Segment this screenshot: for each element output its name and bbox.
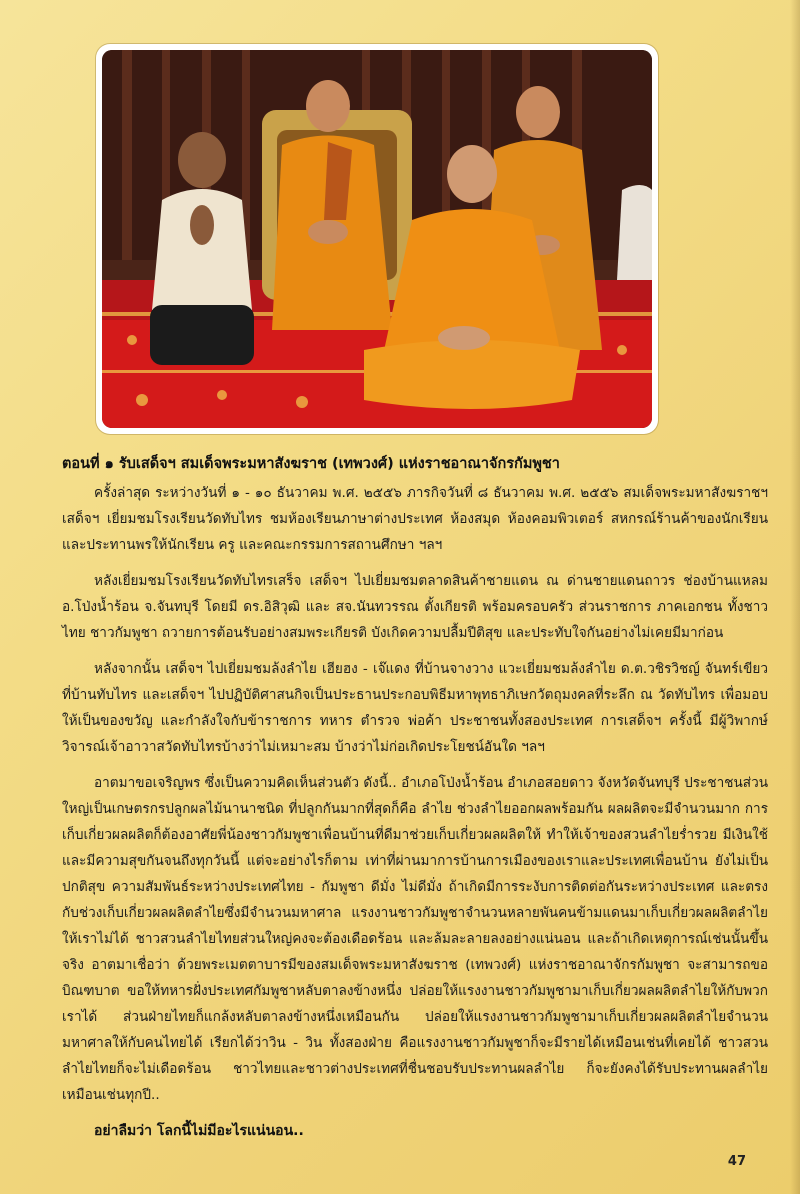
paragraph-3: หลังจากนั้น เสด็จฯ ไปเยี่ยมชมล้งลำไย เฮียฮง - เจ๊แดง ที่บ้านจางวาง แวะเยี่ยมชมล้งลำไย ด.ต.วชิรวิชญ์ จันทร์เขียว ที่บ้านทับไทร และเสด็จฯ ไปปฏิบัติศาสนกิจเป็นประธานประกอบพิธีมหาพุทธาภิเษกวัตถุมงคลที่ระลึก ณ วัดทับไทร เพื่อมอบให้เป็นของขวัญ และกำลังใจกับข้าราชการ ทหาร ตำรวจ พ่อค้า ประชาชนทั้งสองประเทศ การเสด็จฯ ครั้งนี้ มีผู้วิพากษ์วิจารณ์เจ้าอาวาสวัดทับไทรบ้างว่าไม่เหมาะสม บ้างว่าไม่ก่อเกิดประโยชน์อันใด ฯลฯ [62, 661, 768, 755]
page-edge-shadow [790, 0, 800, 1194]
paragraph-2: หลังเยี่ยมชมโรงเรียนวัดทับไทรเสร็จ เสด็จฯ ไปเยี่ยมชมตลาดสินค้าชายแดน ณ ด่านชายแดนถาวร ช่องบ้านแหลม อ.โป่งน้ำร้อน จ.จันทบุรี โดยมี ดร.อิสิวุฒิ และ สจ.นันทวรรณ ตั้งเกียรติ พร้อมครอบครัว ส่วนราชการ ภาคเอกชน ทั้งชาวไทย ชาวกัมพูชา ถวายการต้อนรับอย่างสมพระเกียรติ บังเกิดความปลื้มปีติสุข และประทับใจกันอย่างไม่เคยมีมาก่อน [62, 573, 768, 641]
closing-line: อย่าลืมว่า โลกนี้ไม่มีอะไรแน่นอน.. [94, 1123, 304, 1139]
ceremony-photo [102, 50, 652, 428]
page-number: 47 [727, 1154, 746, 1169]
paragraph-1: ครั้งล่าสุด ระหว่างวันที่ ๑ - ๑๐ ธันวาคม พ.ศ. ๒๕๕๖ ภารกิจวันที่ ๘ ธันวาคม พ.ศ. ๒๕๕๖ สมเด็จพระมหาสังฆราชฯ เสด็จฯ เยี่ยมชมโรงเรียนวัดทับไทร ชมห้องเรียนภาษาต่างประเทศ ห้องสมุด ห้องคอมพิวเตอร์ สหกรณ์ร้านค้าของนักเรียน และประทานพรให้นักเรียน ครู และคณะกรรมการสถานศึกษา ฯลฯ [62, 485, 768, 553]
paragraph-4: อาตมาขอเจริญพร ซึ่งเป็นความคิดเห็นส่วนตัว ดังนี้.. อำเภอโป่งน้ำร้อน อำเภอสอยดาว จังหวัดจันทบุรี ประชาชนส่วนใหญ่เป็นเกษตรกรปลูกผลไม้นานาชนิด ที่ปลูกกันมากที่สุดก็คือ ลำไย ช่วงลำไยออกผลพร้อมกัน ผลผลิตจะมีจำนวนมาก การเก็บเกี่ยวผลผลิตก็ต้องอาศัยพี่น้องชาวกัมพูชาเพื่อนบ้านที่ดีมาช่วยเก็บเกี่ยวผลผลิตให้ ทำให้เจ้าของสวนลำไยร่ำรวย มีเงินใช้ และมีความสุขกันจนถึงทุกวันนี้ แต่จะอย่างไรก็ตาม เท่าที่ผ่านมาการบ้านการเมืองของเราและประเทศเพื่อนบ้าน ยังไม่เป็นปกติสุข ความสัมพันธ์ระหว่างประเทศไทย - กัมพูชา ดีมั่ง ไม่ดีมั่ง ถ้าเกิดมีการระงับการติดต่อกันระหว่างประเทศ และตรงกับช่วงเก็บเกี่ยวผลผลิตลำไยซึ่งมีจำนวนมหาศาล แรงงานชาวกัมพูชาจำนวนหลายพันคนข้ามแดนมาเก็บเกี่ยวผลผลิตลำไยให้เราไม่ได้ ชาวสวนลำไยไทยส่วนใหญ่คงจะต้องเดือดร้อน และล้มละลายลงอย่างแน่นอน และถ้าเกิดเหตุการณ์เช่นนั้นขึ้นจริง อาตมาเชื่อว่า ด้วยพระเมตตาบารมีของสมเด็จพระมหาสังฆราช (เทพวงศ์) แห่งราชอาณาจักรกัมพูชา จะสามารถขอบิณฑบาต ขอให้ทหารฝั่งประเทศกัมพูชาหลับตาลงข้างหนึ่ง ปล่อยให้แรงงานชาวกัมพูชามาเก็บเกี่ยวผลผลิตลำไยให้กับพวกเราได้ ส่วนฝ่ายไทยก็แกล้งหลับตาลงข้างหนึ่งเหมือนกัน ปล่อยให้แรงงานชาวกัมพูชามาเก็บเกี่ยวผลผลิตลำไยจำนวนมหาศาลให้กับคนไทยได้ เรียกได้ว่าวิน - วิน ทั้งสองฝ่าย คือแรงงานชาวกัมพูชาก็จะมีรายได้เหมือนเช่นที่เคยได้ ชาวสวนลำไยไทยก็จะไม่เดือดร้อน ชาวไทยและชาวต่างประเทศที่ชื่นชอบรับประทานผลลำไย ก็จะยังคงได้รับประทานผลลำไยเหมือนเช่นทุกปี.. [62, 775, 768, 1103]
article [62, 452, 768, 1144]
article-heading: ตอนที่ ๑ รับเสด็จฯ สมเด็จพระมหาสังฆราช (เทพวงศ์) แห่งราชอาณาจักรกัมพูชา [62, 456, 560, 472]
